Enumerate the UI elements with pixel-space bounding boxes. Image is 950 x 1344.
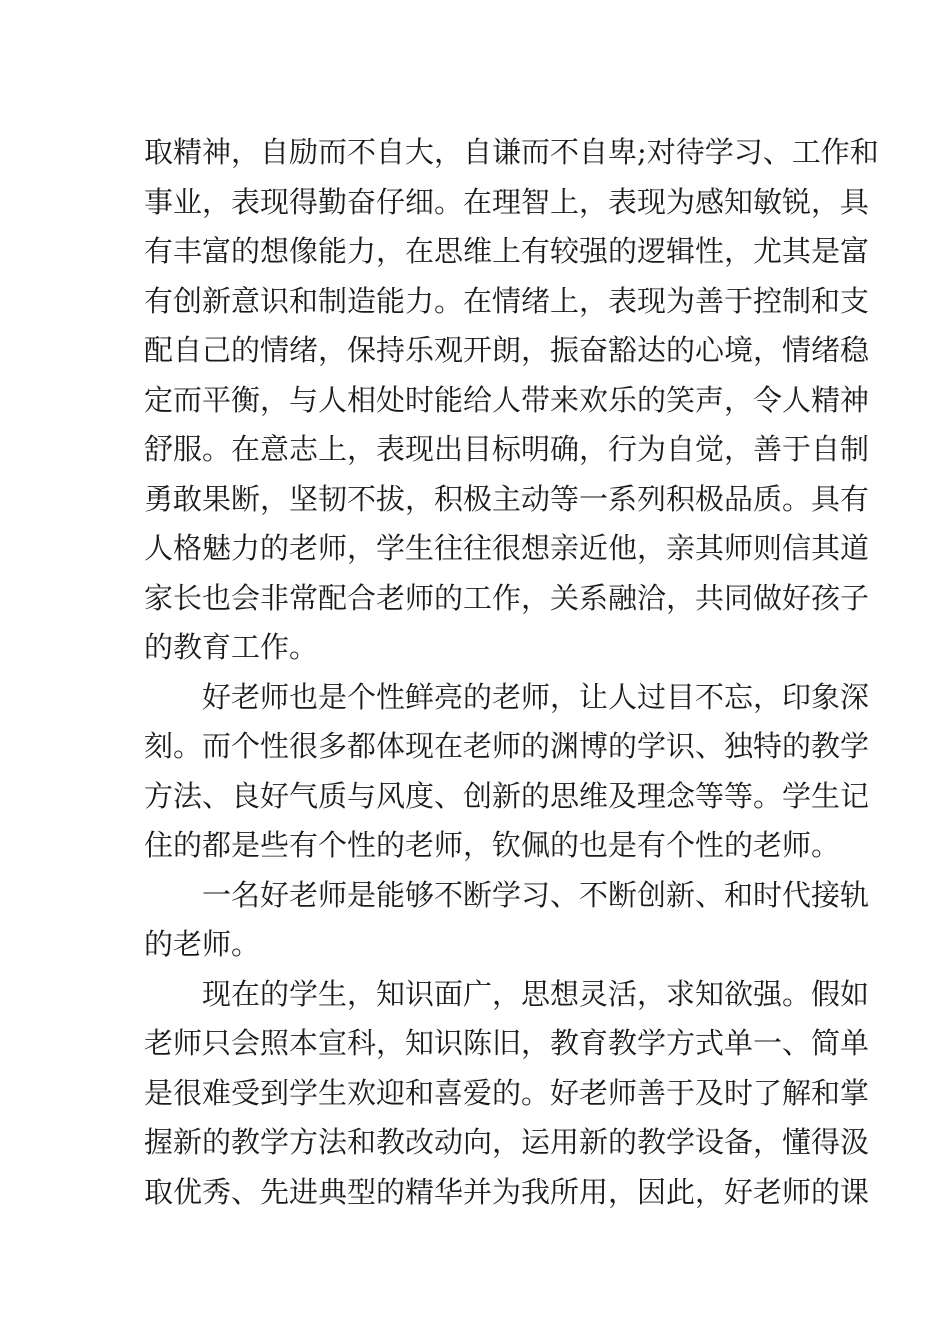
text-line: 刻。而个性很多都体现在老师的渊博的学识、独特的教学	[144, 729, 870, 763]
text-line: 勇敢果断，坚韧不拔，积极主动等一系列积极品质。具有	[144, 481, 870, 516]
text-line: 配自己的情绪，保持乐观开朗，振奋豁达的心境，情绪稳	[144, 333, 870, 367]
text-line: 家长也会非常配合老师的工作，关系融洽，共同做好孩子	[144, 580, 870, 615]
text-line: 取精神，自励而不自大，自谦而不自卑;对待学习、工作和	[144, 135, 879, 169]
text-line: 好老师也是个性鲜亮的老师，让人过目不忘，印象深	[202, 679, 870, 714]
body-text	[144, 128, 879, 1217]
text-line: 一名好老师是能够不断学习、不断创新、和时代接轨	[202, 877, 870, 912]
text-line: 是很难受到学生欢迎和喜爱的。好老师善于及时了解和掌	[144, 1075, 870, 1110]
text-line: 有丰富的想像能力，在思维上有较强的逻辑性，尤其是富	[144, 234, 870, 268]
text-line: 人格魅力的老师，学生往往很想亲近他，亲其师则信其道	[144, 531, 870, 565]
text-line: 事业，表现得勤奋仔细。在理智上，表现为感知敏锐，具	[144, 184, 870, 219]
text-line: 定而平衡，与人相处时能给人带来欢乐的笑声，令人精神	[144, 382, 870, 417]
text-line: 方法、良好气质与风度、创新的思维及理念等等。学生记	[144, 778, 870, 813]
text-line: 舒服。在意志上，表现出目标明确，行为自觉，善于自制	[144, 432, 870, 466]
text-line: 取优秀、先进典型的精华并为我所用，因此，好老师的课	[144, 1174, 870, 1209]
text-line: 老师只会照本宣科，知识陈旧，教育教学方式单一、简单	[144, 1026, 870, 1060]
text-line: 的老师。	[144, 927, 261, 961]
text-line: 现在的学生，知识面广，思想灵活，求知欲强。假如	[202, 976, 870, 1011]
text-line: 的教育工作。	[144, 630, 319, 664]
text-line: 有创新意识和制造能力。在情绪上，表现为善于控制和支	[144, 283, 870, 318]
text-line: 握新的教学方法和教改动向，运用新的教学设备，懂得汲	[144, 1125, 870, 1159]
text-line: 住的都是些有个性的老师，钦佩的也是有个性的老师。	[144, 828, 841, 862]
